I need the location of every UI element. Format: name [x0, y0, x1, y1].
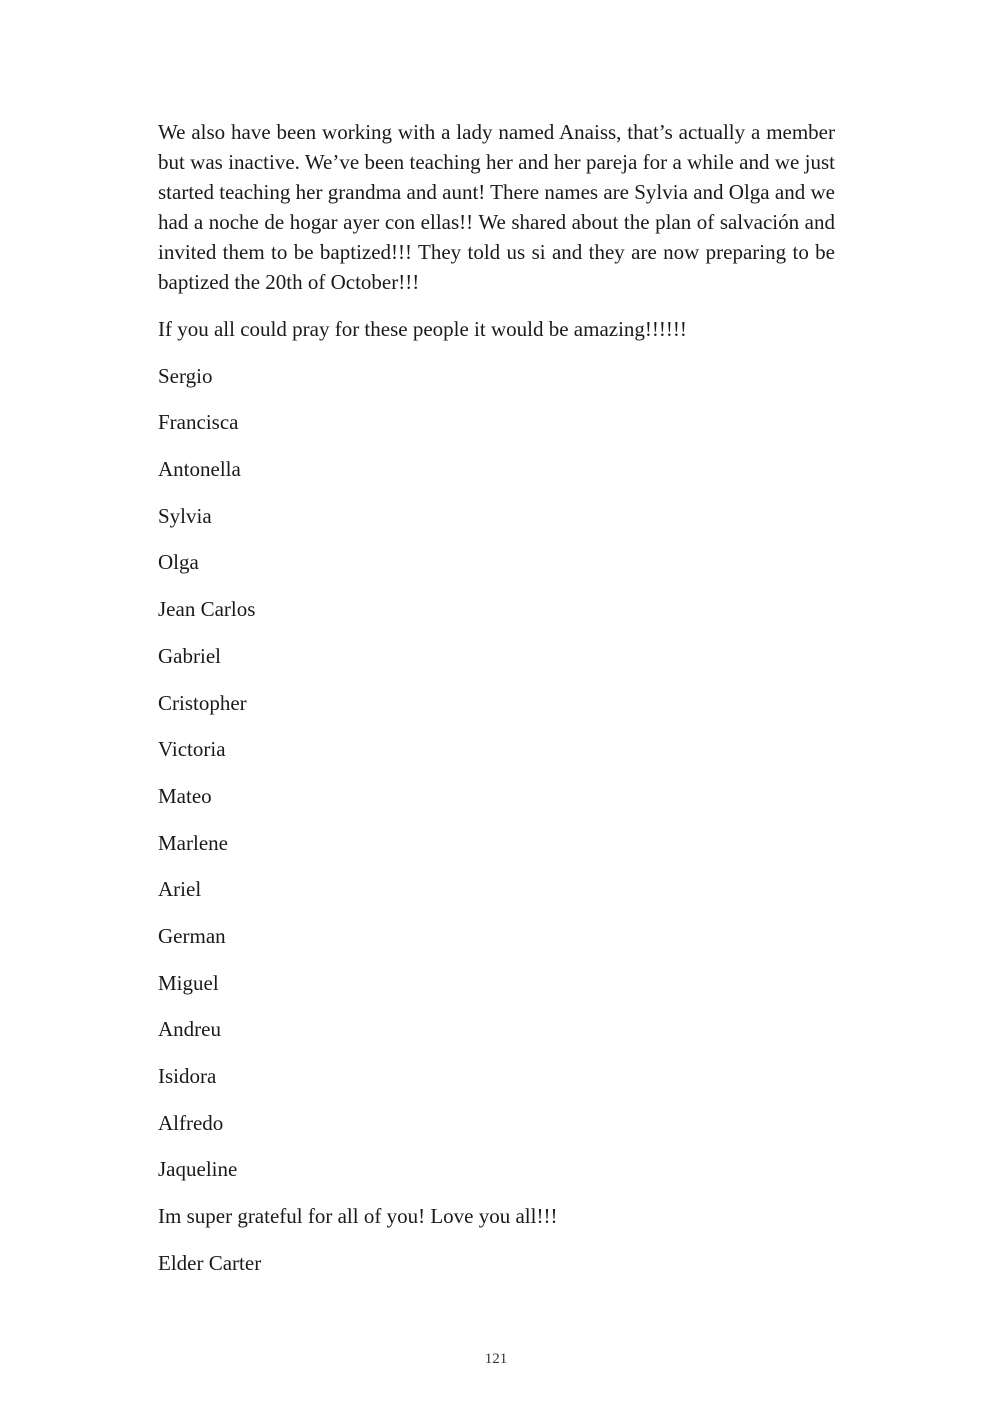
- list-item: Sergio: [158, 363, 213, 388]
- list-item: Alfredo: [158, 1110, 224, 1135]
- signature: Elder Carter: [158, 1250, 262, 1275]
- list-item: Isidora: [158, 1064, 217, 1088]
- list-item: Miguel: [158, 970, 219, 995]
- closing-line: Im super grateful for all of you! Love you all!!!: [158, 1204, 558, 1229]
- list-item: Jean Carlos: [158, 597, 256, 622]
- list-section: [158, 314, 835, 1278]
- intro-paragraph: We also have been working with a lady named Anaiss, that’s actually a member but was inactive. We’ve been teaching her and her pareja for a while and we just started teaching her grandma and aunt! There names are Sylvia and Olga and we had a noche de hogar ayer con ellas!! We shared about the plan of salvación and invited them to be baptized!!! They told us si and they are now preparing to be baptized the 20th of October!!!: [158, 120, 835, 294]
- list-item: Antonella: [158, 457, 241, 482]
- list-item: Andreu: [158, 1017, 221, 1042]
- list-item: Mateo: [158, 783, 212, 808]
- list-item: Olga: [158, 550, 199, 575]
- list-item: Gabriel: [158, 643, 221, 668]
- page-number: 121: [484, 1351, 508, 1367]
- prayer-request: If you all could pray for these people it would be amazing!!!!!!: [158, 317, 687, 341]
- list-item: Sylvia: [158, 503, 212, 528]
- list-item: Jaqueline: [158, 1157, 238, 1182]
- list-item: Cristopher: [158, 690, 247, 715]
- list-item: Victoria: [158, 737, 226, 762]
- list-item: Ariel: [158, 877, 202, 902]
- list-item: German: [158, 923, 226, 948]
- list-item: Marlene: [158, 830, 228, 855]
- page-body: [158, 117, 835, 1278]
- list-item: Francisca: [158, 410, 239, 435]
